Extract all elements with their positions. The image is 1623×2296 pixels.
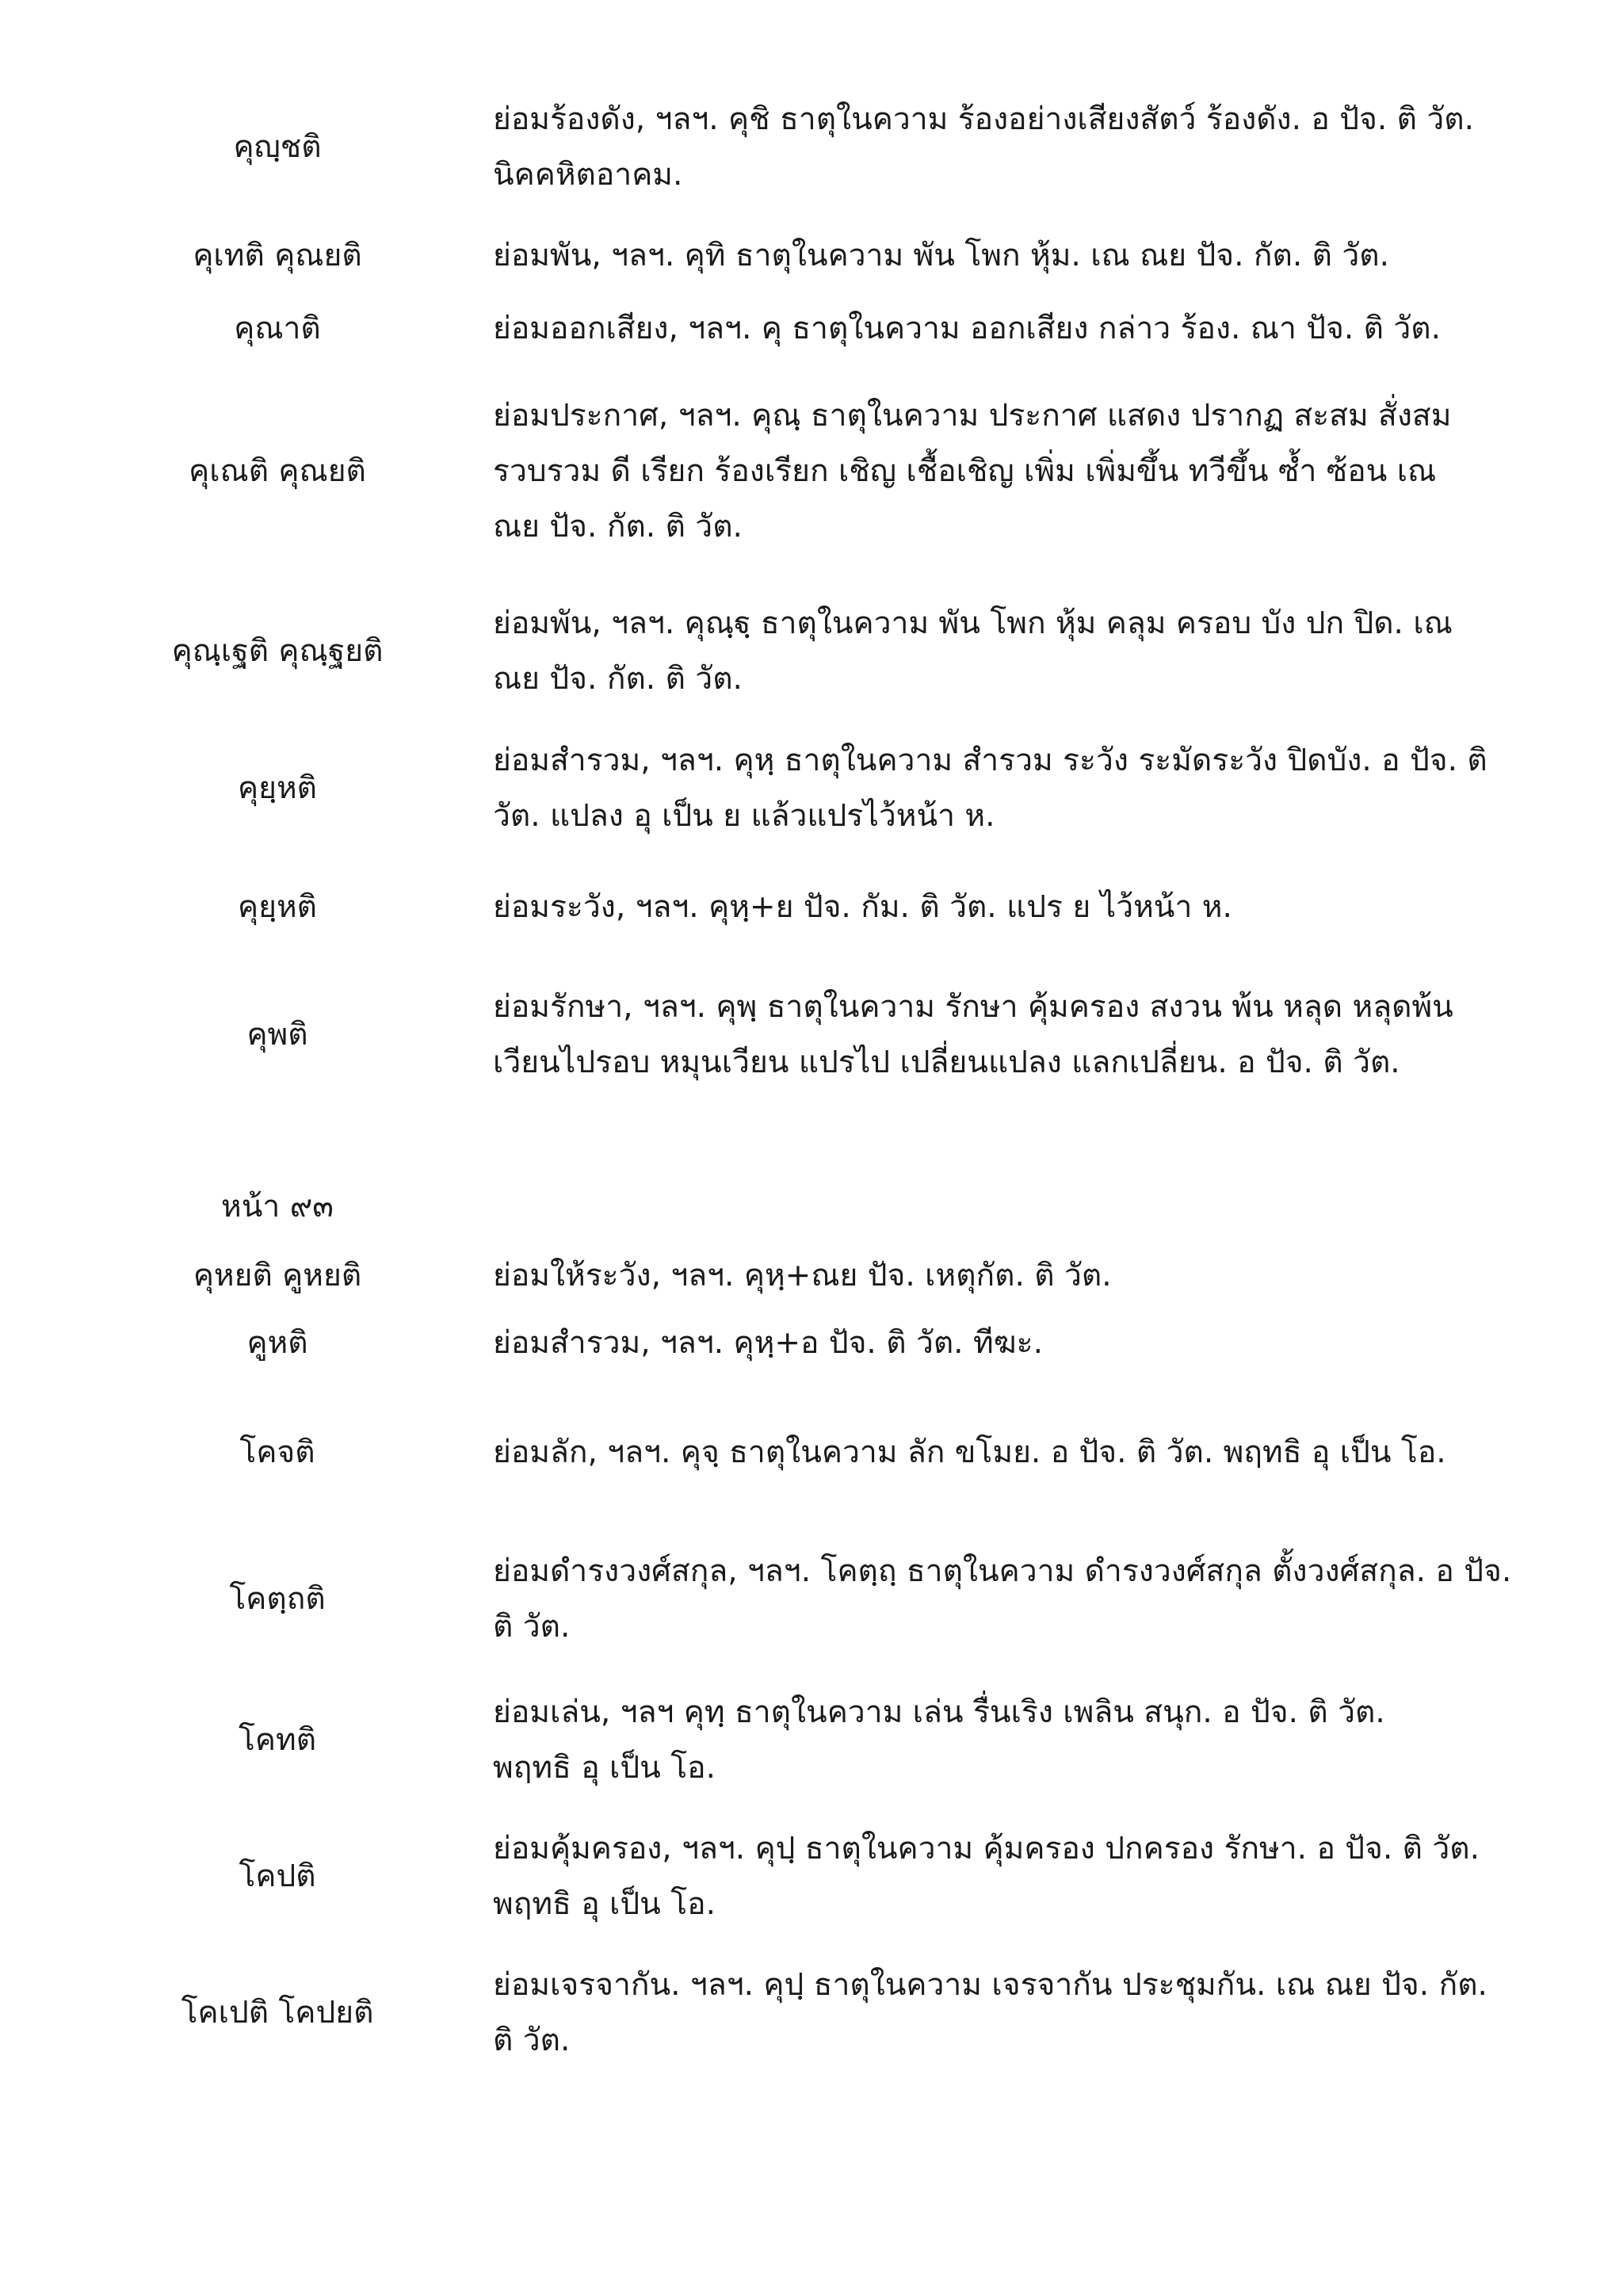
entry-definition: [493, 1425, 1547, 1480]
definition-line: เวียนไปรอบ หมุนเวียน แปรไป เปลี่ยนแปลง แลกเปลี่ยน. อ ปัจ. ติ วัต.: [493, 1045, 1400, 1080]
entry-definition: [493, 733, 1547, 844]
definition-line: ย่อมสำรวม, ฯลฯ. คุหฺ+อ ปัจ. ติ วัต. ทีฆะ.: [493, 1325, 1043, 1361]
definition-line: ย่อมเล่น, ฯลฯ คุทฺ ธาตุในความ เล่น รื่นเริง เพลิน สนุก. อ ปัจ. ติ วัต.: [493, 1694, 1385, 1730]
dictionary-entry: [0, 980, 1623, 1091]
dictionary-entry: [0, 92, 1623, 203]
entry-headword: คุยฺหติ: [238, 770, 317, 806]
dictionary-entry: [0, 596, 1623, 707]
definition-line: ย่อมคุ้มครอง, ฯลฯ. คุปฺ ธาตุในความ คุ้มครอง ปกครอง รักษา. อ ปัจ. ติ วัต.: [493, 1831, 1480, 1866]
definition-line: นิคคหิตอาคม.: [493, 157, 683, 193]
entry-definition: [493, 301, 1547, 357]
entry-headword: คุเทติ คุณยติ: [193, 238, 362, 273]
definition-line: ณย ปัจ. กัต. ติ วัต.: [493, 509, 743, 544]
dictionary-entry: [0, 1685, 1623, 1796]
definition-line: พฤทธิ อุ เป็น โอ.: [493, 1886, 716, 1922]
entry-headword: โคทติ: [238, 1722, 317, 1758]
definition-line: ย่อมสำรวม, ฯลฯ. คุหฺ ธาตุในความ สำรวม ระวัง ระมัดระวัง ปิดบัง. อ ปัจ. ติ: [493, 743, 1487, 778]
definition-line: พฤทธิ อุ เป็น โอ.: [493, 1750, 716, 1786]
entry-headword: คุหยติ คูหยติ: [193, 1258, 362, 1293]
entry-definition: [493, 388, 1547, 555]
definition-line: ย่อมพัน, ฯลฯ. คุทิ ธาตุในความ พัน โพก หุ้ม. เณ ณย ปัจ. กัต. ติ วัต.: [493, 238, 1390, 273]
entry-headword: โคจติ: [239, 1435, 315, 1470]
entry-headword: โคตฺถติ: [229, 1581, 326, 1617]
dictionary-entry: [0, 301, 1623, 357]
definition-line: ย่อมระวัง, ฯลฯ. คุหฺ+ย ปัจ. กัม. ติ วัต. แปร ย ไว้หน้า ห.: [493, 889, 1232, 925]
dictionary-entry: [0, 228, 1623, 284]
dictionary-entry: [0, 1958, 1623, 2069]
dictionary-entry: [0, 733, 1623, 844]
entry-headword: คุพติ: [246, 1017, 308, 1052]
definition-line: ย่อมให้ระวัง, ฯลฯ. คุหฺ+ณย ปัจ. เหตุกัต. ติ วัต.: [493, 1258, 1112, 1293]
entry-definition: [493, 1248, 1547, 1304]
entry-definition: [493, 980, 1547, 1091]
entry-headword: คุยฺหติ: [238, 889, 317, 925]
definition-line: รวบรวม ดี เรียก ร้องเรียก เชิญ เชื้อเชิญ เพิ่ม เพิ่มขึ้น ทวีขึ้น ซ้ำ ซ้อน เณ: [493, 453, 1437, 489]
dictionary-entry: [0, 1316, 1623, 1371]
entry-definition: [493, 92, 1547, 203]
definition-line: ย่อมประกาศ, ฯลฯ. คุณฺ ธาตุในความ ประกาศ แสดง ปรากฏ สะสม สั่งสม: [493, 398, 1452, 434]
page-number-marker: หน้า ๙๓: [221, 1189, 334, 1224]
definition-line: ย่อมรักษา, ฯลฯ. คุพฺ ธาตุในความ รักษา คุ้มครอง สงวน พ้น หลุด หลุดพ้น: [493, 989, 1453, 1025]
definition-line: ย่อมเจรจากัน. ฯลฯ. คุปฺ ธาตุในความ เจรจากัน ประชุมกัน. เณ ณย ปัจ. กัต.: [493, 1967, 1487, 2003]
definition-line: ติ วัต.: [493, 2023, 571, 2058]
entry-headword: คุเณติ คุณยติ: [189, 453, 366, 489]
entry-headword: โคปติ: [239, 1859, 316, 1894]
entry-headword: โคเปติ โคปยติ: [181, 1995, 374, 2030]
definition-line: ย่อมออกเสียง, ฯลฯ. คุ ธาตุในความ ออกเสียง กล่าว ร้อง. ณา ปัจ. ติ วัต.: [493, 311, 1441, 346]
dictionary-entry: [0, 1544, 1623, 1655]
entry-definition: [493, 1685, 1547, 1796]
dictionary-entry: [0, 1821, 1623, 1932]
entry-definition: [493, 1821, 1547, 1932]
entry-headword: คุญฺชติ: [233, 129, 322, 165]
entry-definition: [493, 1958, 1547, 2069]
entry-definition: [493, 596, 1547, 707]
definition-line: ย่อมลัก, ฯลฯ. คุจฺ ธาตุในความ ลัก ขโมย. อ ปัจ. ติ วัต. พฤทธิ อุ เป็น โอ.: [493, 1435, 1446, 1470]
entry-definition: [493, 1316, 1547, 1371]
dictionary-entry: [0, 388, 1623, 555]
dictionary-entry: [0, 1248, 1623, 1304]
definition-line: วัต. แปลง อุ เป็น ย แล้วแปรไว้หน้า ห.: [493, 798, 995, 834]
definition-line: ติ วัต.: [493, 1609, 571, 1645]
definition-line: ณย ปัจ. กัต. ติ วัต.: [493, 661, 743, 697]
entry-definition: [493, 880, 1547, 935]
definition-line: ย่อมดำรงวงศ์สกุล, ฯลฯ. โคตฺถฺ ธาตุในความ ดำรงวงศ์สกุล ตั้งวงศ์สกุล. อ ปัจ.: [493, 1553, 1512, 1589]
entry-headword: คุณฺเฐติ คุณฺฐยติ: [171, 633, 384, 669]
entry-definition: [493, 228, 1547, 284]
dictionary-entry: [0, 880, 1623, 935]
dictionary-entry: [0, 1425, 1623, 1480]
entry-definition: [493, 1544, 1547, 1655]
definition-line: ย่อมพัน, ฯลฯ. คุณฺฐฺ ธาตุในความ พัน โพก หุ้ม คลุม ครอบ บัง ปก ปิด. เณ: [493, 606, 1453, 641]
entry-headword: คุณาติ: [234, 311, 321, 346]
entry-headword: คูหติ: [246, 1325, 308, 1361]
definition-line: ย่อมร้องดัง, ฯลฯ. คุชิ ธาตุในความ ร้องอย่างเสียงสัตว์ ร้องดัง. อ ปัจ. ติ วัต.: [493, 101, 1474, 137]
